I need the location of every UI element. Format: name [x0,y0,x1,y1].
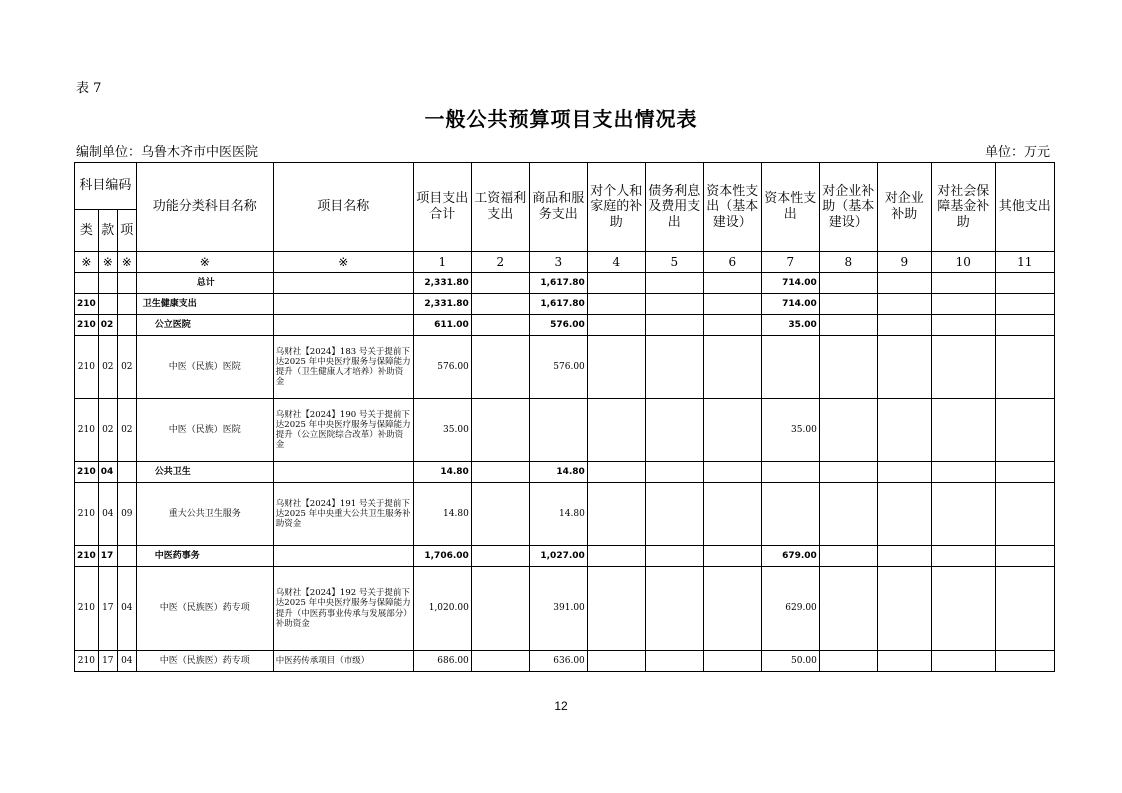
amount-cell [645,462,703,483]
amount-cell [471,294,529,315]
col-header: 债务利息及费用支出 [645,163,703,252]
amount-cell [645,567,703,651]
col-header: 对个人和家庭的补助 [587,163,645,252]
amount-cell [645,294,703,315]
amount-cell [645,546,703,567]
amount-cell [819,651,877,672]
amount-cell [877,651,931,672]
code-lei-cell [75,273,99,294]
code-lei-cell: 210 [75,651,99,672]
amount-cell: 679.00 [761,546,819,567]
col-number: 7 [761,252,819,273]
amount-cell [703,315,761,336]
amount-cell [995,294,1054,315]
project-name-cell [273,315,413,336]
amount-cell: 629.00 [761,567,819,651]
proj-name-header: 项目名称 [273,163,413,252]
amount-cell: 576.00 [413,336,471,399]
amount-cell [819,273,877,294]
amount-cell: 1,020.00 [413,567,471,651]
code-kuan-cell: 17 [98,546,117,567]
currency-unit: 单位：万元 [985,145,1051,160]
amount-cell [931,546,995,567]
amount-cell: 50.00 [761,651,819,672]
amount-cell [819,294,877,315]
col-header: 其他支出 [995,163,1054,252]
func-name-cell: 卫生健康支出 [136,294,273,315]
amount-cell [645,336,703,399]
col-header: 对企业补助（基本建设） [819,163,877,252]
mark-cell: ※ [75,252,99,273]
amount-cell [703,399,761,462]
table-row [75,336,1055,399]
code-xiang-cell [117,273,136,294]
col-number: 1 [413,252,471,273]
amount-cell [877,273,931,294]
amount-cell: 1,617.80 [529,273,587,294]
amount-cell [587,294,645,315]
table-row [75,399,1055,462]
amount-cell [529,399,587,462]
code-kuan-cell [98,273,117,294]
code-xiang-cell [117,546,136,567]
code-lei-cell: 210 [75,483,99,546]
amount-cell [931,567,995,651]
amount-cell: 1,027.00 [529,546,587,567]
code-xiang-cell [117,315,136,336]
func-name-cell: 重大公共卫生服务 [136,483,273,546]
project-name-cell [273,273,413,294]
amount-cell [645,651,703,672]
amount-cell [471,546,529,567]
func-name-cell: 中医（民族）医院 [136,399,273,462]
col-number: 9 [877,252,931,273]
amount-cell [587,315,645,336]
code-lei-cell: 210 [75,546,99,567]
table-row [75,315,1055,336]
amount-cell [819,546,877,567]
budget-table [74,162,1055,672]
amount-cell [587,336,645,399]
code-kuan-cell: 04 [98,462,117,483]
amount-cell: 35.00 [761,399,819,462]
amount-cell [761,336,819,399]
amount-cell [931,273,995,294]
amount-cell [471,315,529,336]
func-name-header: 功能分类科目名称 [136,163,273,252]
amount-cell [471,651,529,672]
amount-cell [587,273,645,294]
col-header: 资本性支出 [761,163,819,252]
col-header: 商品和服务支出 [529,163,587,252]
amount-cell [995,546,1054,567]
amount-cell: 714.00 [761,294,819,315]
amount-cell [471,273,529,294]
amount-cell: 2,331.80 [413,273,471,294]
table-row [75,567,1055,651]
col-number: 8 [819,252,877,273]
col-header: 工资福利支出 [471,163,529,252]
mark-cell: ※ [136,252,273,273]
code-xiang-cell: 04 [117,567,136,651]
amount-cell [587,546,645,567]
code-lei-cell: 210 [75,336,99,399]
amount-cell [995,336,1054,399]
amount-cell [877,546,931,567]
amount-cell [471,399,529,462]
amount-cell [995,462,1054,483]
amount-cell: 714.00 [761,273,819,294]
func-name-cell: 中医（民族医）药专项 [136,567,273,651]
amount-cell: 686.00 [413,651,471,672]
amount-cell [645,273,703,294]
amount-cell [703,294,761,315]
mark-cell: ※ [98,252,117,273]
amount-cell: 35.00 [761,315,819,336]
header-row [75,163,1055,210]
project-name-cell [273,546,413,567]
amount-cell [877,567,931,651]
code-lei-cell: 210 [75,399,99,462]
project-name-cell: 乌财社【2024】191 号关于提前下达2025 年中央重大公共卫生服务补助资金 [273,483,413,546]
amount-cell: 391.00 [529,567,587,651]
amount-cell [761,462,819,483]
func-name-cell: 公立医院 [136,315,273,336]
amount-cell [931,462,995,483]
amount-cell [995,651,1054,672]
col-number: 11 [995,252,1054,273]
amount-cell [877,336,931,399]
project-name-cell [273,294,413,315]
mark-cell: ※ [117,252,136,273]
amount-cell [703,567,761,651]
table-row [75,462,1055,483]
col-header: 资本性支出（基本建设） [703,163,761,252]
code-kuan-cell: 04 [98,483,117,546]
amount-cell: 1,706.00 [413,546,471,567]
project-name-cell: 乌财社【2024】183 号关于提前下达2025 年中央医疗服务与保障能力提升（卫生健康人才培养）补助资金 [273,336,413,399]
amount-cell [995,315,1054,336]
code-kuan-cell: 02 [98,336,117,399]
func-name-cell: 中医（民族医）药专项 [136,651,273,672]
amount-cell [703,651,761,672]
amount-cell [819,315,877,336]
table-number: 表 7 [76,81,102,96]
code-xiang-cell: 02 [117,336,136,399]
amount-cell [587,651,645,672]
amount-cell [587,567,645,651]
table-row [75,273,1055,294]
amount-cell [587,462,645,483]
subject-code-header: 科目编码 [75,163,137,210]
amount-cell: 636.00 [529,651,587,672]
table-row [75,483,1055,546]
xiang-header: 项 [117,210,136,252]
page-title: 一般公共预算项目支出情况表 [424,107,698,131]
amount-cell: 14.80 [413,462,471,483]
code-xiang-cell [117,462,136,483]
code-xiang-cell: 04 [117,651,136,672]
amount-cell: 611.00 [413,315,471,336]
amount-cell [995,399,1054,462]
project-name-cell [273,462,413,483]
amount-cell: 2,331.80 [413,294,471,315]
amount-cell: 14.80 [413,483,471,546]
amount-cell [819,483,877,546]
amount-cell [995,483,1054,546]
func-name-cell: 中医药事务 [136,546,273,567]
amount-cell [931,294,995,315]
func-name-cell: 中医（民族）医院 [136,336,273,399]
amount-cell [819,462,877,483]
code-xiang-cell [117,294,136,315]
cls-header: 类 [75,210,99,252]
amount-cell [931,651,995,672]
project-name-cell: 中医药传承项目（市级） [273,651,413,672]
table-row [75,546,1055,567]
col-number: 5 [645,252,703,273]
amount-cell [819,336,877,399]
amount-cell [819,567,877,651]
amount-cell [587,399,645,462]
project-name-cell: 乌财社【2024】192 号关于提前下达2025 年中央医疗服务与保障能力提升（中医药事业传承与发展部分）补助资金 [273,567,413,651]
table-row [75,294,1055,315]
mark-cell: ※ [273,252,413,273]
code-xiang-cell: 02 [117,399,136,462]
amount-cell [645,315,703,336]
amount-cell [645,483,703,546]
amount-cell [931,315,995,336]
col-header: 对企业补助 [877,163,931,252]
amount-cell [819,399,877,462]
amount-cell [995,273,1054,294]
amount-cell [877,399,931,462]
amount-cell [645,399,703,462]
func-name-cell: 公共卫生 [136,462,273,483]
code-kuan-cell: 17 [98,567,117,651]
col-number: 3 [529,252,587,273]
amount-cell [995,567,1054,651]
kuan-header: 款 [98,210,117,252]
col-number: 4 [587,252,645,273]
amount-cell: 1,617.80 [529,294,587,315]
amount-cell [931,336,995,399]
func-name-cell: 总计 [136,273,273,294]
code-xiang-cell: 09 [117,483,136,546]
col-number: 2 [471,252,529,273]
code-kuan-cell: 02 [98,315,117,336]
amount-cell [471,462,529,483]
col-number: 10 [931,252,995,273]
code-lei-cell: 210 [75,294,99,315]
amount-cell [703,546,761,567]
project-name-cell: 乌财社【2024】190 号关于提前下达2025 年中央医疗服务与保障能力提升（公立医院综合改革）补助资金 [273,399,413,462]
amount-cell [703,273,761,294]
amount-cell [931,483,995,546]
amount-cell [703,483,761,546]
amount-cell [471,336,529,399]
code-kuan-cell [98,294,117,315]
amount-cell [703,336,761,399]
table-row [75,651,1055,672]
page-number: 12 [554,699,568,713]
code-lei-cell: 210 [75,462,99,483]
compiling-unit: 编制单位：乌鲁木齐市中医医院 [76,145,259,160]
amount-cell [587,483,645,546]
amount-cell [471,567,529,651]
amount-cell [931,399,995,462]
amount-cell [877,462,931,483]
amount-cell: 576.00 [529,336,587,399]
amount-cell: 576.00 [529,315,587,336]
amount-cell [471,483,529,546]
amount-cell: 14.80 [529,483,587,546]
code-kuan-cell: 02 [98,399,117,462]
amount-cell: 35.00 [413,399,471,462]
number-row [75,252,1055,273]
amount-cell [877,294,931,315]
col-header: 项目支出合计 [413,163,471,252]
code-kuan-cell: 17 [98,651,117,672]
amount-cell [877,483,931,546]
code-lei-cell: 210 [75,567,99,651]
code-lei-cell: 210 [75,315,99,336]
amount-cell: 14.80 [529,462,587,483]
amount-cell [877,315,931,336]
amount-cell [703,462,761,483]
col-header: 对社会保障基金补助 [931,163,995,252]
col-number: 6 [703,252,761,273]
amount-cell [761,483,819,546]
